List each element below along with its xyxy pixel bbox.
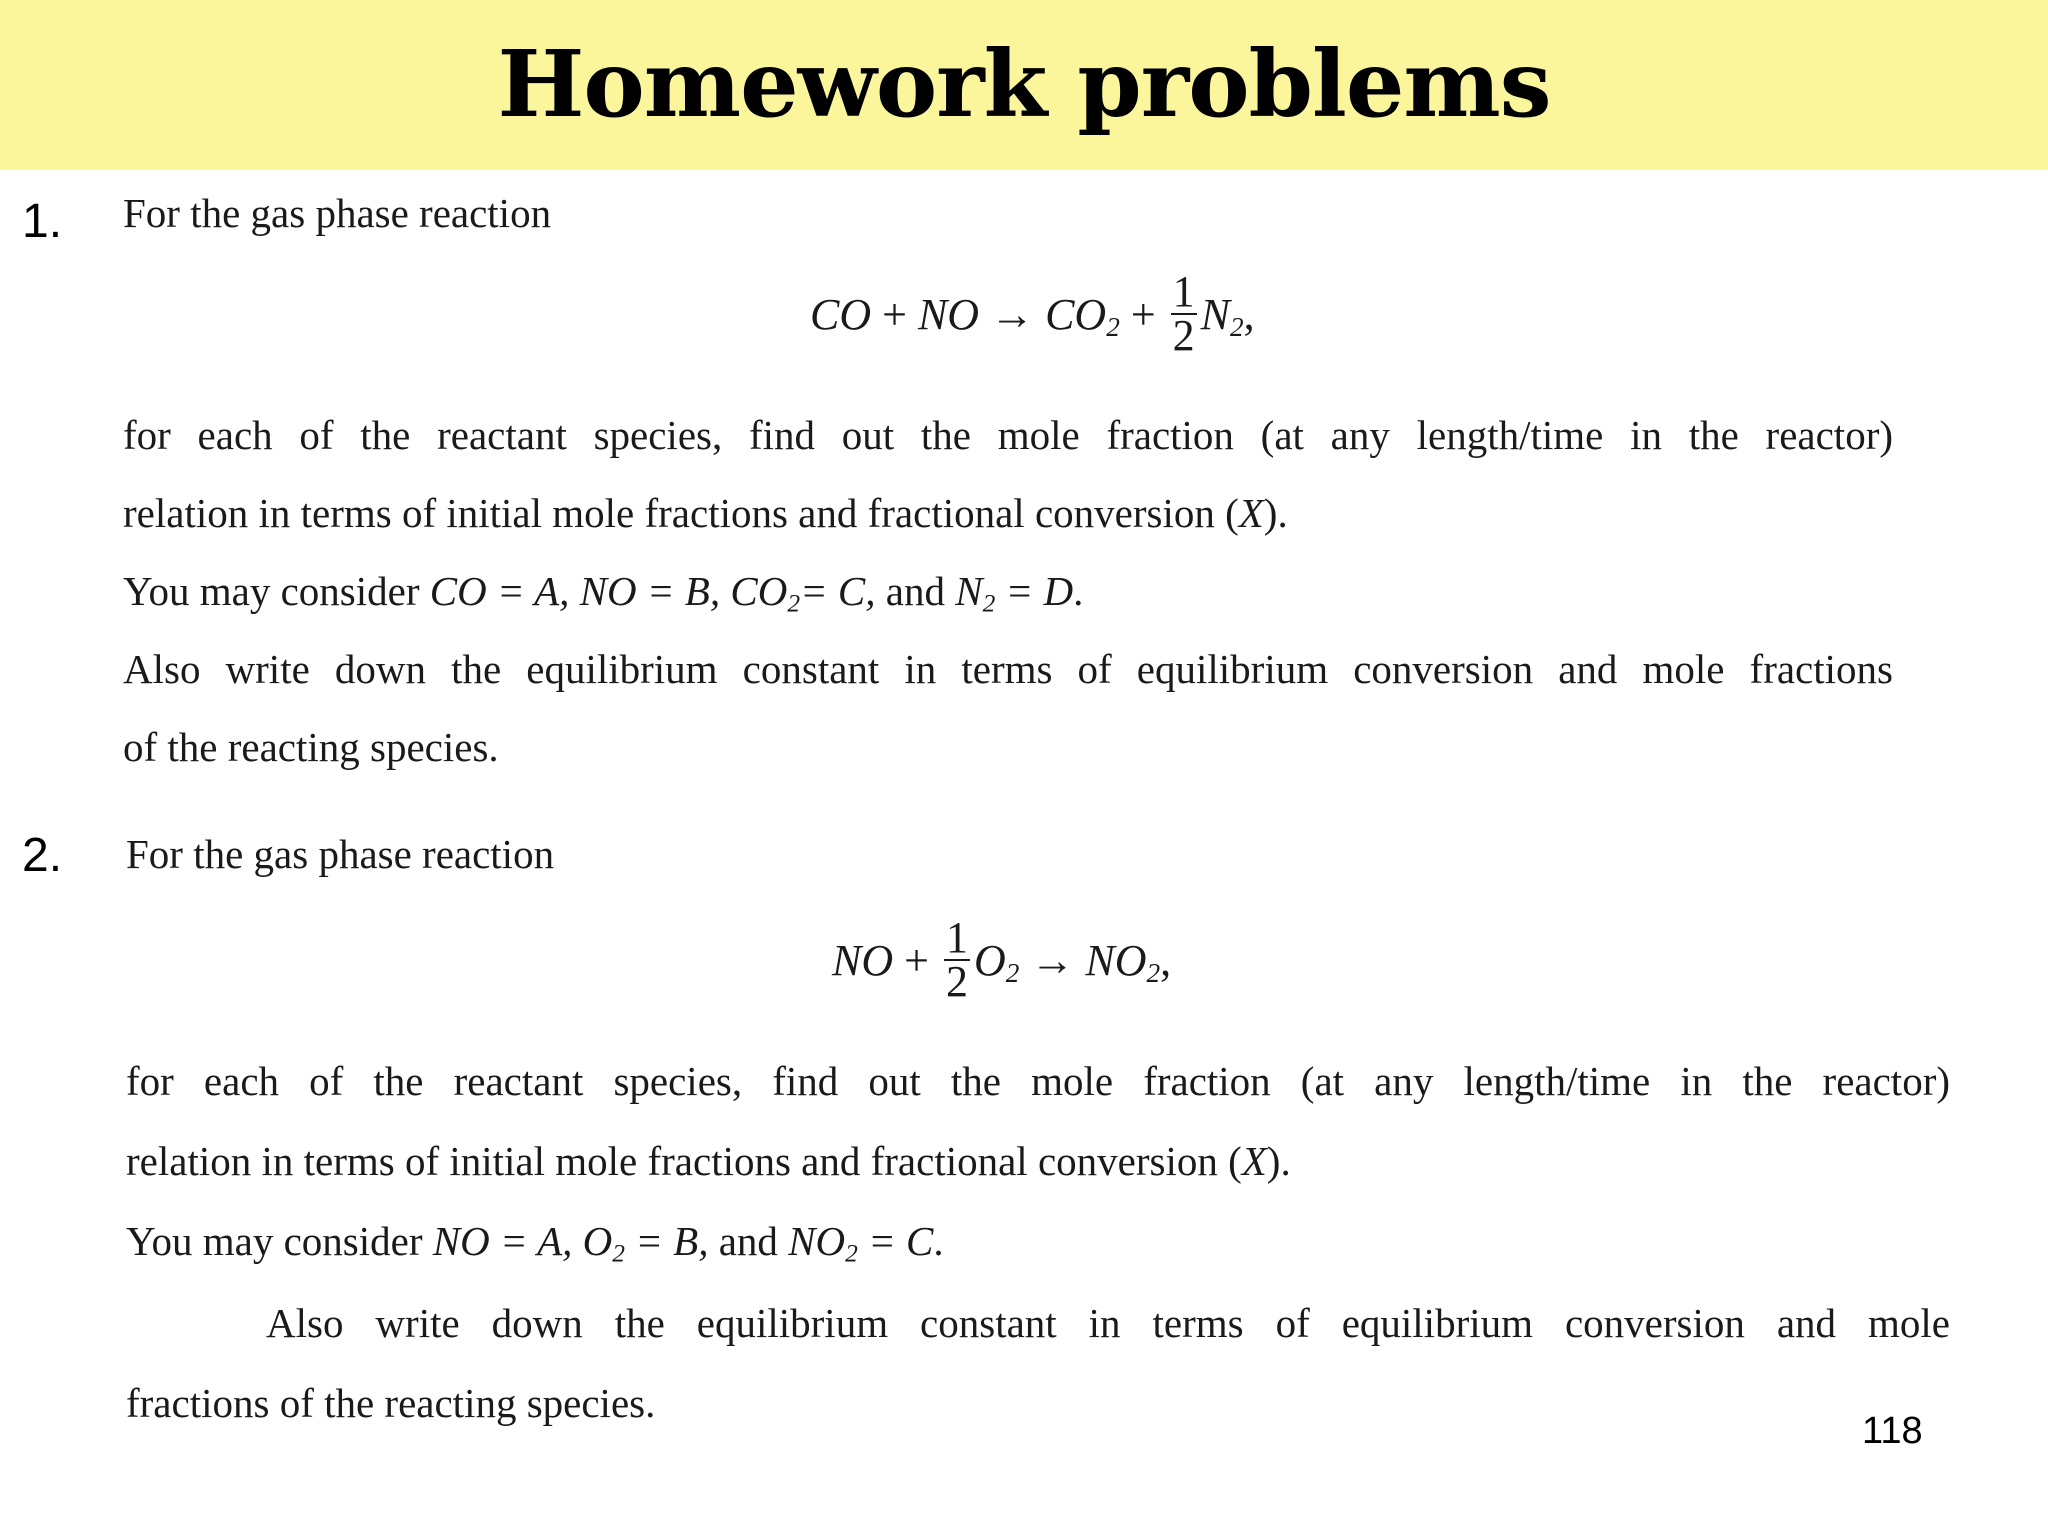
problem-1-line-2: relation in terms of initial mole fractions and fractional conversion (X). <box>123 490 1288 536</box>
eq1-plus-2: + <box>1119 289 1167 339</box>
eq1-product-co2: $CO_2$ <box>1045 289 1120 342</box>
problem-2-intro: For the gas phase reaction <box>126 831 555 877</box>
eq1-plus: + <box>871 289 918 339</box>
eq2-reactant-o2: $O_2$ <box>973 935 1020 988</box>
problem-2-line-2: relation in terms of initial mole fractions and fractional conversion (X). <box>126 1138 1291 1184</box>
page-number: 118 <box>1862 1410 1923 1452</box>
problem-2-line-5: fractions of the reacting species. <box>126 1380 656 1426</box>
problem-1-intro: For the gas phase reaction <box>123 190 552 236</box>
problem-1-line-3: You may consider CO = A, NO = B, $CO_2= C$, and $N_2 = D$. <box>123 568 1084 618</box>
eq2-product-no2: $NO_2$ <box>1085 935 1161 988</box>
problem-1-equation <box>810 267 1255 360</box>
problem-2-equation <box>832 913 1172 1006</box>
problem-1-line-4: Also write down the equilibrium constant in terms of equilibrium conversion and mole fractions <box>123 646 1893 692</box>
eq1-fraction-half: $\frac{1}{2}$ <box>1172 267 1195 360</box>
problem-2-number: 2. <box>22 829 63 882</box>
eq1-comma: , <box>1243 289 1255 339</box>
eq2-arrow: → <box>1019 935 1086 985</box>
problem-1-number: 1. <box>22 195 63 248</box>
problem-2-line-1: for each of the reactant species, find out the mole fraction (at any length/time in the reactor) <box>126 1058 1950 1104</box>
eq2-reactant-no: NO <box>832 935 894 985</box>
problem-1-line-5: of the reacting species. <box>123 724 499 770</box>
eq2-fraction-half: $\frac{1}{2}$ <box>945 913 968 1006</box>
eq1-arrow: → <box>979 289 1046 339</box>
slide-title: Homework problems <box>497 30 1551 138</box>
eq1-product-n2: $N_2$ <box>1200 289 1244 342</box>
problem-2-line-4: Also write down the equilibrium constant in terms of equilibrium conversion and mole <box>266 1300 1950 1346</box>
eq1-reactant-no: NO <box>917 289 980 339</box>
problem-2-line-3: You may consider NO = A, $O_2 = B$, and $NO_2 = C$. <box>126 1218 944 1268</box>
eq2-comma: , <box>1160 935 1172 985</box>
eq2-plus: + <box>893 935 940 985</box>
problem-1-line-1: for each of the reactant species, find out the mole fraction (at any length/time in the reactor) <box>123 412 1893 458</box>
eq1-reactant-co: CO <box>810 289 872 339</box>
